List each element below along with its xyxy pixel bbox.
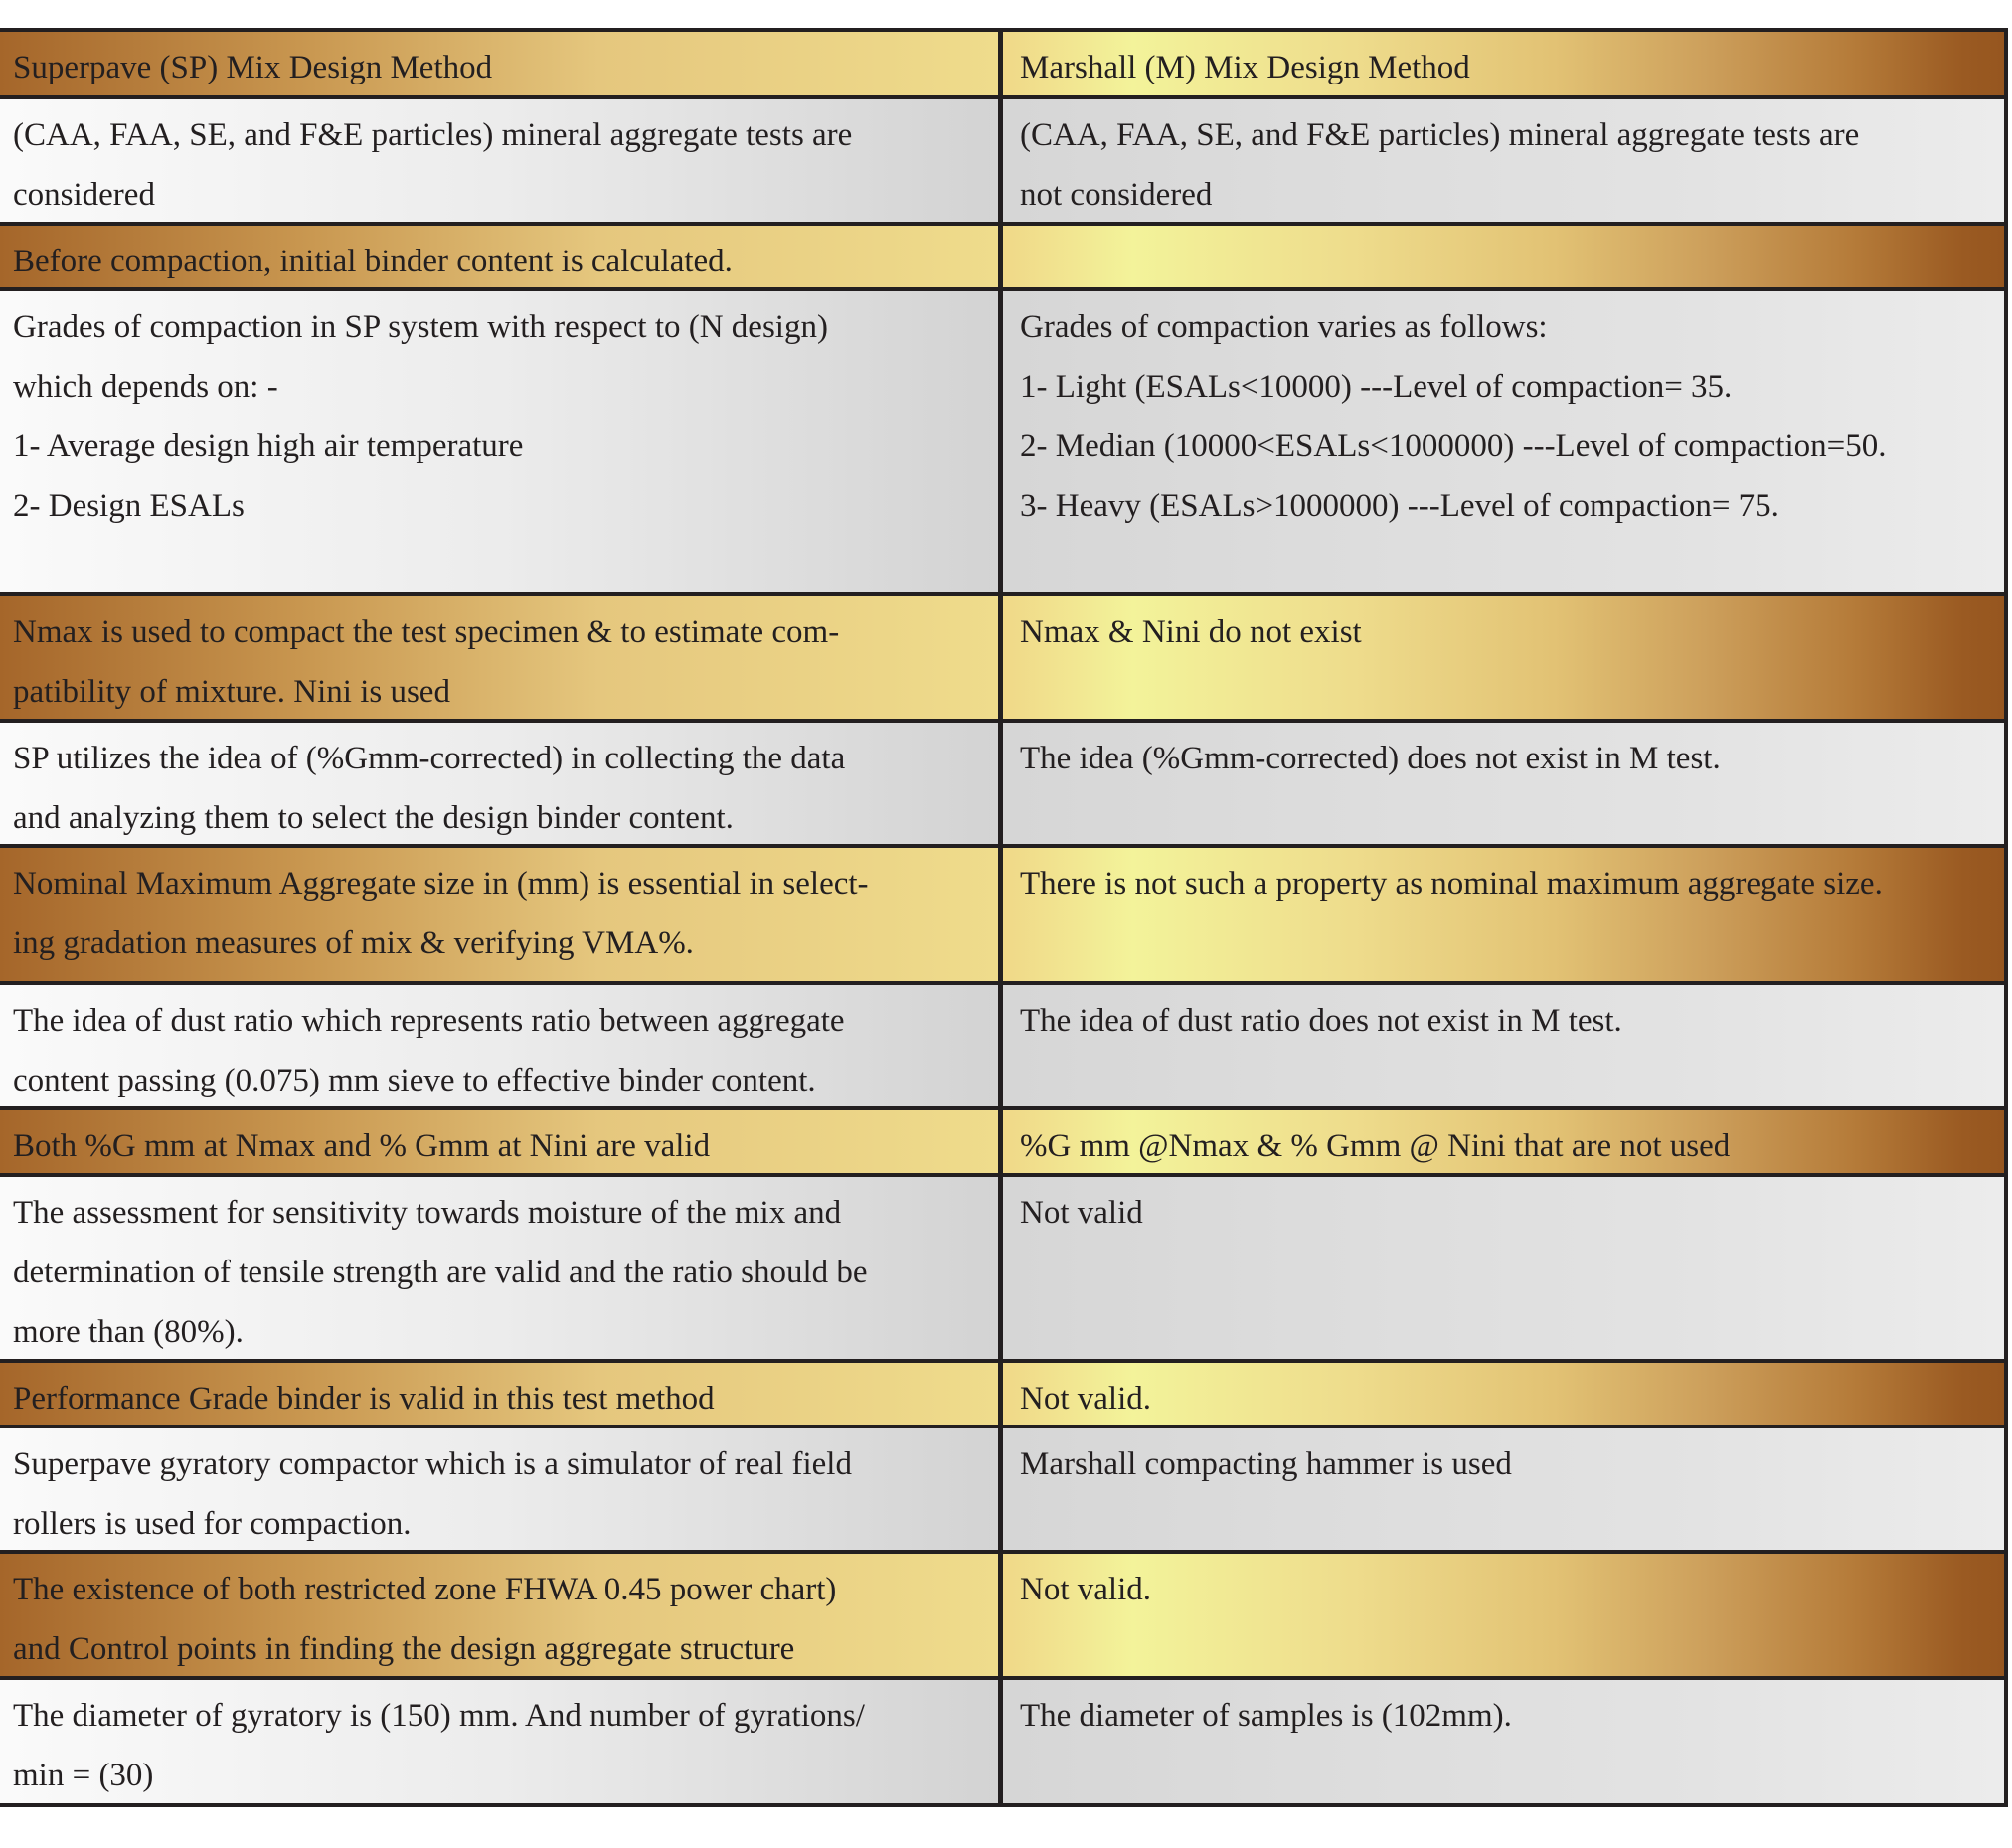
cell-text-line: The assessment for sensitivity towards moisture of the mix and [13,1195,842,1231]
cell-text-line: 1- Average design high air temperature [13,428,524,464]
cell-text-line: (CAA, FAA, SE, and F&E particles) mineral aggregate tests are [13,117,853,153]
table-row [0,1363,2004,1428]
cell-text-line: Both %G mm at Nmax and % Gmm at Nini are valid [13,1128,711,1164]
superpave-cell [0,1554,1003,1676]
marshall-cell [1003,1177,2004,1359]
cell-text-line: Marshall compacting hammer is used [1020,1446,1512,1482]
cell-text-line: rollers is used for compaction. [13,1506,412,1542]
cell-text-line: Performance Grade binder is valid in this test method [13,1381,715,1417]
marshall-cell [1003,596,2004,719]
superpave-cell [0,1363,1003,1425]
cell-text-line: Nominal Maximum Aggregate size in (mm) is essential in select- [13,866,869,902]
cell-text-line: Not valid. [1020,1572,1151,1607]
cell-text-line: 2- Design ESALs [13,488,245,524]
table-row [0,723,2004,848]
table-row [0,1428,2004,1554]
cell-text-line: Not valid. [1020,1381,1151,1417]
header-superpave [0,32,1003,95]
comparison-table [0,28,2008,1807]
superpave-cell [0,723,1003,844]
superpave-cell [0,1680,1003,1803]
superpave-cell [0,1110,1003,1173]
table-row [0,1680,2004,1807]
marshall-cell [1003,1428,2004,1550]
marshall-cell [1003,99,2004,222]
cell-text-line: The diameter of gyratory is (150) mm. And number of gyrations/ [13,1698,865,1734]
marshall-cell [1003,1110,2004,1173]
superpave-cell [0,291,1003,592]
marshall-cell [1003,291,2004,592]
cell-text-line: and Control points in finding the design aggregate structure [13,1631,795,1667]
marshall-cell [1003,848,2004,981]
cell-text-line: Grades of compaction in SP system with respect to (N design) [13,309,828,345]
table-row [0,1177,2004,1363]
cell-text-line: considered [13,177,155,213]
cell-text-line: The idea (%Gmm-corrected) does not exist in M test. [1020,741,1721,776]
cell-text-line: patibility of mixture. Nini is used [13,674,450,710]
cell-text-line: Before compaction, initial binder content is calculated. [13,244,733,279]
superpave-cell [0,848,1003,981]
marshall-cell [1003,1554,2004,1676]
cell-text-line: min = (30) [13,1758,154,1793]
cell-text-line: Not valid [1020,1195,1143,1231]
cell-text-line: which depends on: - [13,369,278,405]
table-row [0,226,2004,291]
cell-text-line: Superpave gyratory compactor which is a simulator of real field [13,1446,852,1482]
cell-text-line: Grades of compaction varies as follows: [1020,309,1548,345]
cell-text-line: 2- Median (10000<ESALs<1000000) ---Level of compaction=50. [1020,428,1887,464]
table-row [0,848,2004,985]
table-row [0,1554,2004,1680]
marshall-cell [1003,985,2004,1106]
superpave-cell [0,1177,1003,1359]
table-row [0,99,2004,226]
header-label: Marshall (M) Mix Design Method [1020,50,1470,85]
header-marshall [1003,32,2004,95]
cell-text-line: The idea of dust ratio which represents ratio between aggregate [13,1003,845,1039]
table-row [0,985,2004,1110]
cell-text-line: and analyzing them to select the design binder content. [13,800,734,836]
cell-text-line: 1- Light (ESALs<10000) ---Level of compaction= 35. [1020,369,1733,405]
cell-text-line: (CAA, FAA, SE, and F&E particles) mineral aggregate tests are [1020,117,1860,153]
superpave-cell [0,1428,1003,1550]
cell-text-line: Nmax is used to compact the test specimen & to estimate com- [13,614,840,650]
cell-text-line: There is not such a property as nominal maximum aggregate size. [1020,866,1883,902]
superpave-cell [0,226,1003,287]
cell-text-line: ing gradation measures of mix & verifying VMA%. [13,925,694,961]
table-row [0,596,2004,723]
cell-text-line: determination of tensile strength are valid and the ratio should be [13,1255,868,1290]
cell-text-line: Nmax & Nini do not exist [1020,614,1362,650]
cell-text-line: %G mm @Nmax & % Gmm @ Nini that are not used [1020,1128,1731,1164]
table-row [0,291,2004,596]
cell-text-line: SP utilizes the idea of (%Gmm-corrected) in collecting the data [13,741,846,776]
cell-text-line: more than (80%). [13,1314,244,1350]
cell-text-line: The existence of both restricted zone FHWA 0.45 power chart) [13,1572,837,1607]
cell-text-line: content passing (0.075) mm sieve to effective binder content. [13,1063,816,1098]
cell-text-line: The idea of dust ratio does not exist in M test. [1020,1003,1622,1039]
cell-text-line: The diameter of samples is (102mm). [1020,1698,1512,1734]
marshall-cell [1003,1363,2004,1425]
superpave-cell [0,596,1003,719]
table-header-row [0,32,2004,99]
superpave-cell [0,99,1003,222]
superpave-cell [0,985,1003,1106]
marshall-cell [1003,723,2004,844]
cell-text-line: 3- Heavy (ESALs>1000000) ---Level of compaction= 75. [1020,488,1779,524]
marshall-cell [1003,1680,2004,1803]
header-label: Superpave (SP) Mix Design Method [13,50,493,85]
cell-text-line: not considered [1020,177,1213,213]
marshall-cell [1003,226,2004,287]
table-row [0,1110,2004,1177]
